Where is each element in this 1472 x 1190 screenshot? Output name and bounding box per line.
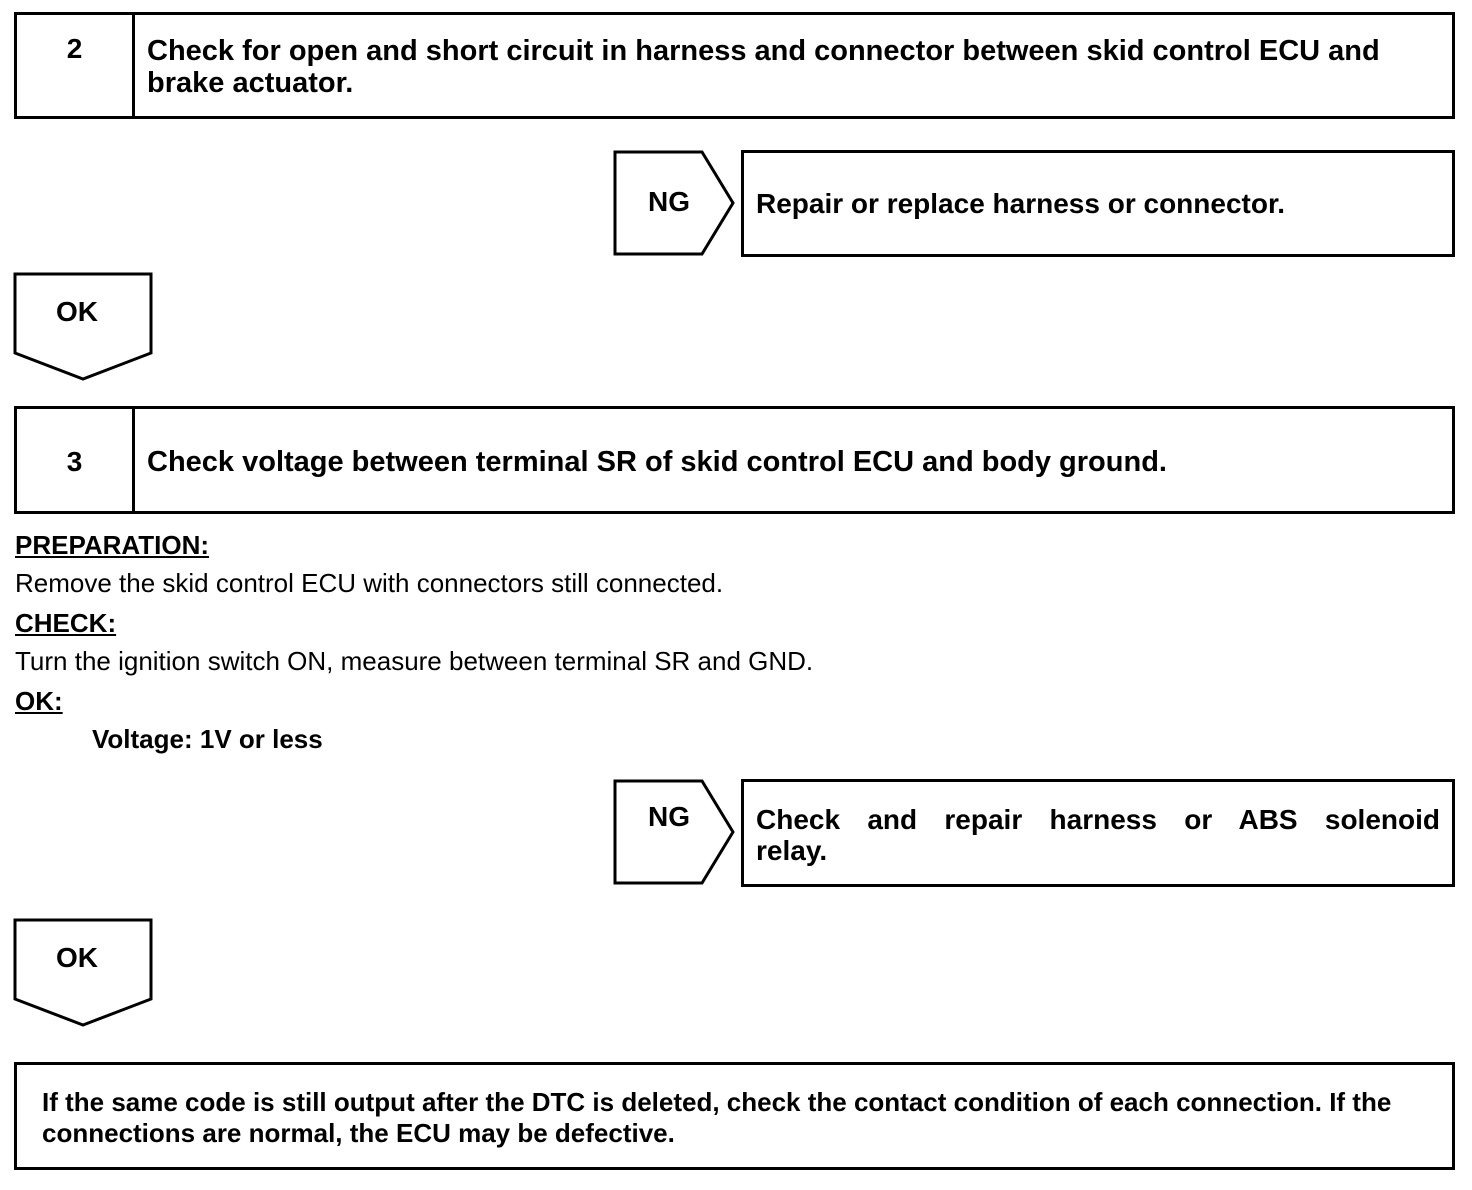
final-note-box: [14, 1062, 1455, 1170]
preparation-text: Remove the skid control ECU with connectors still connected.: [15, 568, 724, 598]
step-2-ok-tag: OK: [56, 296, 98, 327]
step-3-number: 3: [17, 409, 135, 511]
step-3-ng-arrow: [612, 778, 736, 888]
step-2-number: 2: [17, 15, 135, 116]
step-2-box: [14, 12, 1455, 119]
step-3-ng-action: Check and repair harness or ABS solenoid relay.: [756, 804, 1440, 866]
step-3-ng-tag: NG: [648, 801, 690, 832]
ok-label: OK:: [15, 686, 63, 716]
step-3-ng-action-box: [741, 779, 1455, 887]
ok-spec: Voltage: 1V or less: [92, 724, 323, 754]
step-2-title: Check for open and short circuit in harness and connector between skid control ECU and brake actuator.: [147, 35, 1380, 99]
check-label: CHECK:: [15, 608, 117, 638]
step-3-title: Check voltage between terminal SR of skid control ECU and body ground.: [147, 446, 1167, 478]
step-2-ng-action: Repair or replace harness or connector.: [756, 188, 1286, 219]
step-3-ok-tag: OK: [56, 942, 98, 973]
step-2-ng-action-box: [741, 150, 1455, 257]
step-2-ng-tag: NG: [648, 186, 690, 217]
check-text: Turn the ignition switch ON, measure between terminal SR and GND.: [15, 646, 814, 676]
preparation-label: PREPARATION:: [15, 530, 210, 560]
final-note-text: If the same code is still output after the DTC is deleted, check the contact condition of each connection. If the connections are normal, the ECU may be defective.: [42, 1087, 1392, 1148]
step-3-box: [14, 406, 1455, 514]
